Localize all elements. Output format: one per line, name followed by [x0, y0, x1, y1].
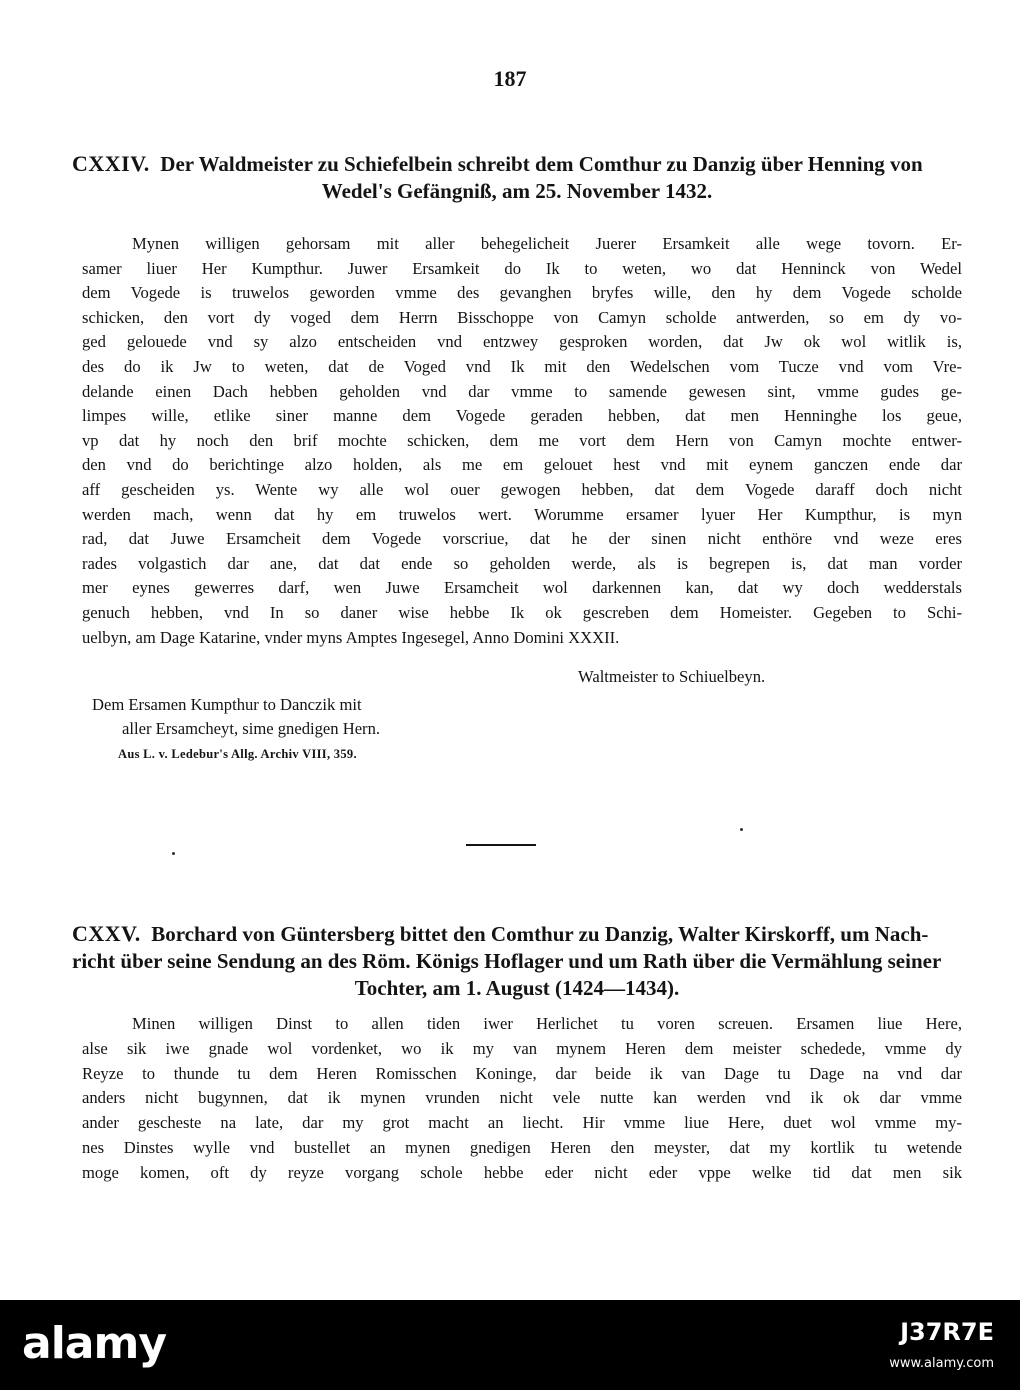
body-line: rades volgastich dar ane, dat dat ende so geholden werde, als is begrepen is, dat man vorder — [82, 553, 962, 573]
body-line: den vnd do berichtinge alzo holden, als me em gelouet hest vnd mit eynem ganczen ende dar — [82, 455, 962, 475]
body-line: Minen willigen Dinst to allen tiden iwer Herlichet tu voren screuen. Ersamen liue Here, — [132, 1014, 962, 1033]
section-separator — [466, 844, 536, 846]
body-line: ander gescheste na late, dar my grot macht an liecht. Hir vmme liue Here, duet wol vmme my- — [82, 1113, 962, 1133]
watermark-logo: alamy — [22, 1318, 166, 1369]
watermark-url: www.alamy.com — [889, 1356, 994, 1371]
body-line: schicken, den vort dy voged dem Herrn Bisschoppe von Camyn scholde antwerden, so em dy vo- — [82, 307, 962, 327]
body-line: Mynen willigen gehorsam mit aller behegelicheit Juerer Ersamkeit alle wege tovorn. Er- — [132, 234, 962, 253]
doc1-body — [82, 232, 962, 650]
body-line: alse sik iwe gnade wol vordenket, wo ik my van mynem Heren dem meister schedede, vmme dy — [82, 1038, 962, 1058]
doc2-heading — [72, 920, 962, 1002]
body-line: delande einen Dach hebben geholden vnd dar vmme to samende gewesen sint, vmme gudes ge- — [82, 381, 962, 401]
body-line: limpes wille, etlike siner manne dem Vogede geraden hebben, dat men Henninghe los geue, — [82, 406, 962, 426]
body-line: moge komen, oft dy reyze vorgang schole hebbe eder nicht eder vppe welke tid dat men sik — [82, 1162, 962, 1182]
doc1-numeral: CXXIV. — [72, 151, 150, 176]
doc2-title-line3: Tochter, am 1. August (1424—1434). — [354, 976, 680, 1000]
doc1-signature: Waltmeister to Schiuelbeyn. — [578, 667, 766, 686]
body-line: aff gescheiden ys. Wente wy alle wol ouer gewogen hebben, dat dem Vogede daraff doch nicht — [82, 479, 962, 499]
body-line: werden mach, wenn dat hy em truwelos wert. Worumme ersamer lyuer Her Kumpthur, is myn — [82, 504, 962, 524]
doc2-numeral: CXXV. — [72, 921, 141, 946]
doc2-heading-line1 — [72, 920, 962, 948]
print-speck — [172, 852, 175, 855]
address-line: aller Ersamcheyt, sime gnedigen Hern. — [122, 719, 381, 738]
body-line: mer eynes gewerres darf, wen Juwe Ersamcheit wol darkennen kan, dat wy doch wedderstals — [82, 578, 962, 598]
body-line: ged gelouede vnd sy alzo entscheiden vnd entzwey gesproken worden, dat Jw ok wol witlik is, — [82, 332, 962, 352]
page-number: 187 — [493, 66, 527, 91]
body-line: nes Dinstes wylle vnd bustellet an mynen gnedigen Heren den meyster, dat my kortlik tu wetende — [82, 1137, 962, 1157]
doc1-heading — [72, 150, 962, 205]
doc2-title-line2: richt über seine Sendung an des Röm. Königs Hoflager und um Rath über die Vermählung seiner — [72, 949, 942, 973]
body-line: genuch hebben, vnd In so daner wise hebbe Ik ok gescreben dem Homeister. Gegeben to Schi- — [82, 602, 962, 622]
watermark-image-id: J37R7E — [900, 1318, 994, 1346]
body-line: vp dat hy noch den brif mochte schicken, dem me vort dem Hern von Camyn mochte entwer- — [82, 430, 962, 450]
doc1-title-line1: Der Waldmeister zu Schiefelbein schreibt dem Comthur zu Danzig über Henning von — [160, 152, 923, 176]
doc1-source-citation: Aus L. v. Ledebur's Allg. Archiv VIII, 359. — [118, 747, 357, 761]
body-line: samer liuer Her Kumpthur. Juwer Ersamkeit do Ik to weten, wo dat Henninck von Wedel — [82, 258, 962, 278]
doc1-address — [92, 693, 380, 741]
address-line: Dem Ersamen Kumpthur to Danczik mit — [92, 695, 362, 714]
doc2-title-line1: Borchard von Güntersberg bittet den Comthur zu Danzig, Walter Kirskorff, um Nach- — [151, 922, 929, 946]
body-line: dem Vogede is truwelos geworden vmme des gevanghen bryfes wille, den hy dem Vogede scholde — [82, 283, 962, 303]
body-line: anders nicht bugynnen, dat ik mynen vrunden nicht vele nutte kan werden vnd ik ok dar vmme — [82, 1088, 962, 1108]
doc1-title-line2: Wedel's Gefängniß, am 25. November 1432. — [321, 179, 713, 203]
body-line: rad, dat Juwe Ersamcheit dem Vogede vorscriue, dat he der sinen nicht enthöre vnd weze eres — [82, 529, 962, 549]
doc1-heading-line1 — [72, 150, 962, 178]
doc2-body — [82, 1012, 962, 1186]
print-speck — [740, 828, 743, 831]
body-line: uelbyn, am Dage Katarine, vnder myns Amptes Ingesegel, Anno Domini XXXII. — [82, 627, 620, 647]
body-line: des do ik Jw to weten, dat de Voged vnd Ik mit den Wedelschen vom Tucze vnd vom Vre- — [82, 356, 962, 376]
body-line: Reyze to thunde tu dem Heren Romisschen Koninge, dar beide ik van Dage tu Dage na vnd dar — [82, 1063, 962, 1083]
